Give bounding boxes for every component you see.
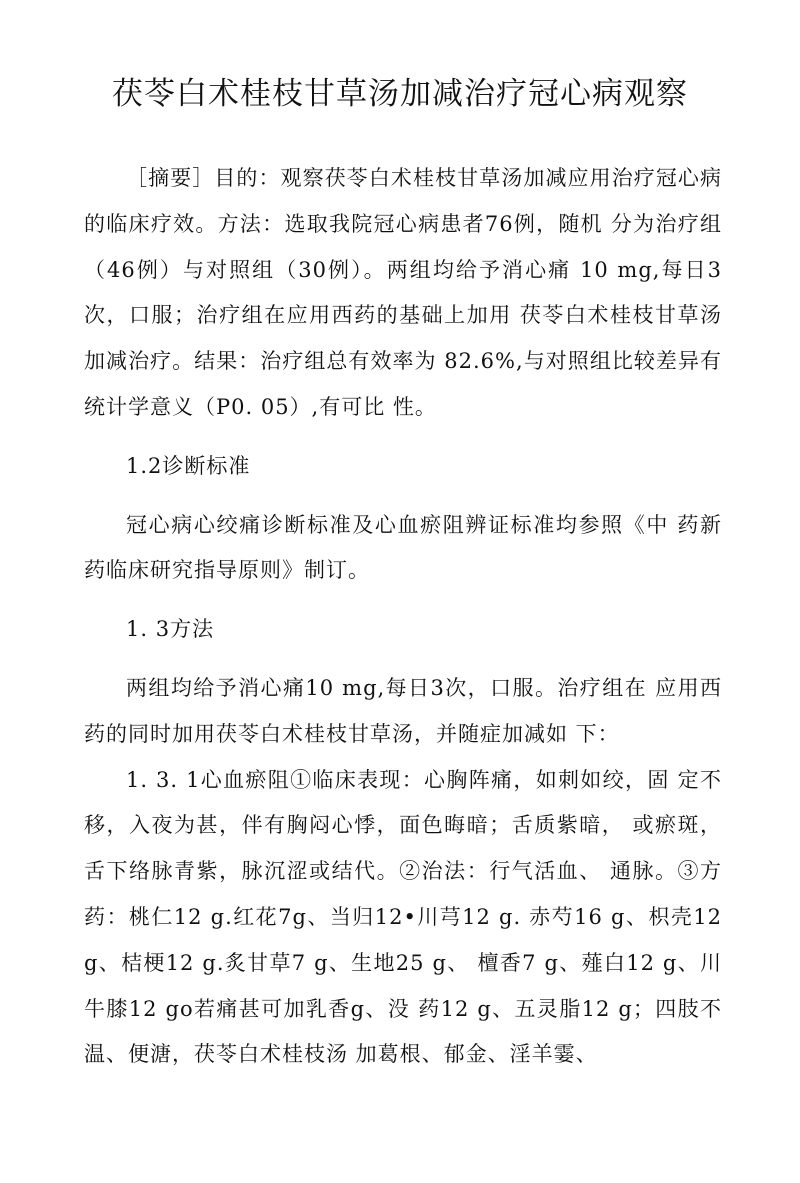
document-title: 茯苓白术桂枝甘草汤加减治疗冠心病观察 bbox=[112, 76, 688, 112]
section-1-3-1-paragraph: 1. 3. 1心血瘀阻①临床表现：心胸阵痛，如刺如绞，固 定不移，入夜为甚，伴有胸闷心悸，面色晦暗；舌质紫暗， 或瘀斑，舌下络脉青紫，脉沉涩或结代。②治法：行气活血、 通脉。③方药：桃仁12 g.红花7g、当归12•川芎12 g. 赤芍16 g、枳壳12 g、桔梗12 g.炙甘草7 g、生地25 g、 檀香7 g、薤白12 g、川牛膝12 go若痛甚可加乳香g、没 药12 g、五灵脂12 g；四肢不温、便溏，茯苓白术桂枝汤 加葛根、郁金、淫羊霎、 bbox=[84, 767, 722, 1067]
abstract-paragraph: ［摘要］目的：观察茯苓白术桂枝甘草汤加减应用治疗冠心病的临床疗效。方法：选取我院冠心病患者76例，随机 分为治疗组（46例）与对照组（30例）。两组均给予消心痛 10 mg,每日3次，口服；治疗组在应用西药的基础上加用 茯苓白术桂枝甘草汤加减治疗。结果：治疗组总有效率为 82.6%,与对照组比较差异有统计学意义（P0. 05）,有可比 性。 bbox=[84, 166, 722, 419]
section-1-3-paragraph: 两组均给予消心痛10 mg,每日3次，口服。治疗组在 应用西药的同时加用茯苓白术桂枝甘草汤，并随症加减如 下： bbox=[84, 675, 722, 746]
document-body bbox=[84, 156, 722, 1078]
section-1-2-heading: 1.2诊断标准 bbox=[126, 453, 251, 478]
section-1-2-paragraph: 冠心病心绞痛诊断标准及心血瘀阻辨证标准均参照《中 药新药临床研究指导原则》制订。 bbox=[84, 512, 722, 583]
section-1-3-heading: 1. 3方法 bbox=[126, 617, 215, 642]
